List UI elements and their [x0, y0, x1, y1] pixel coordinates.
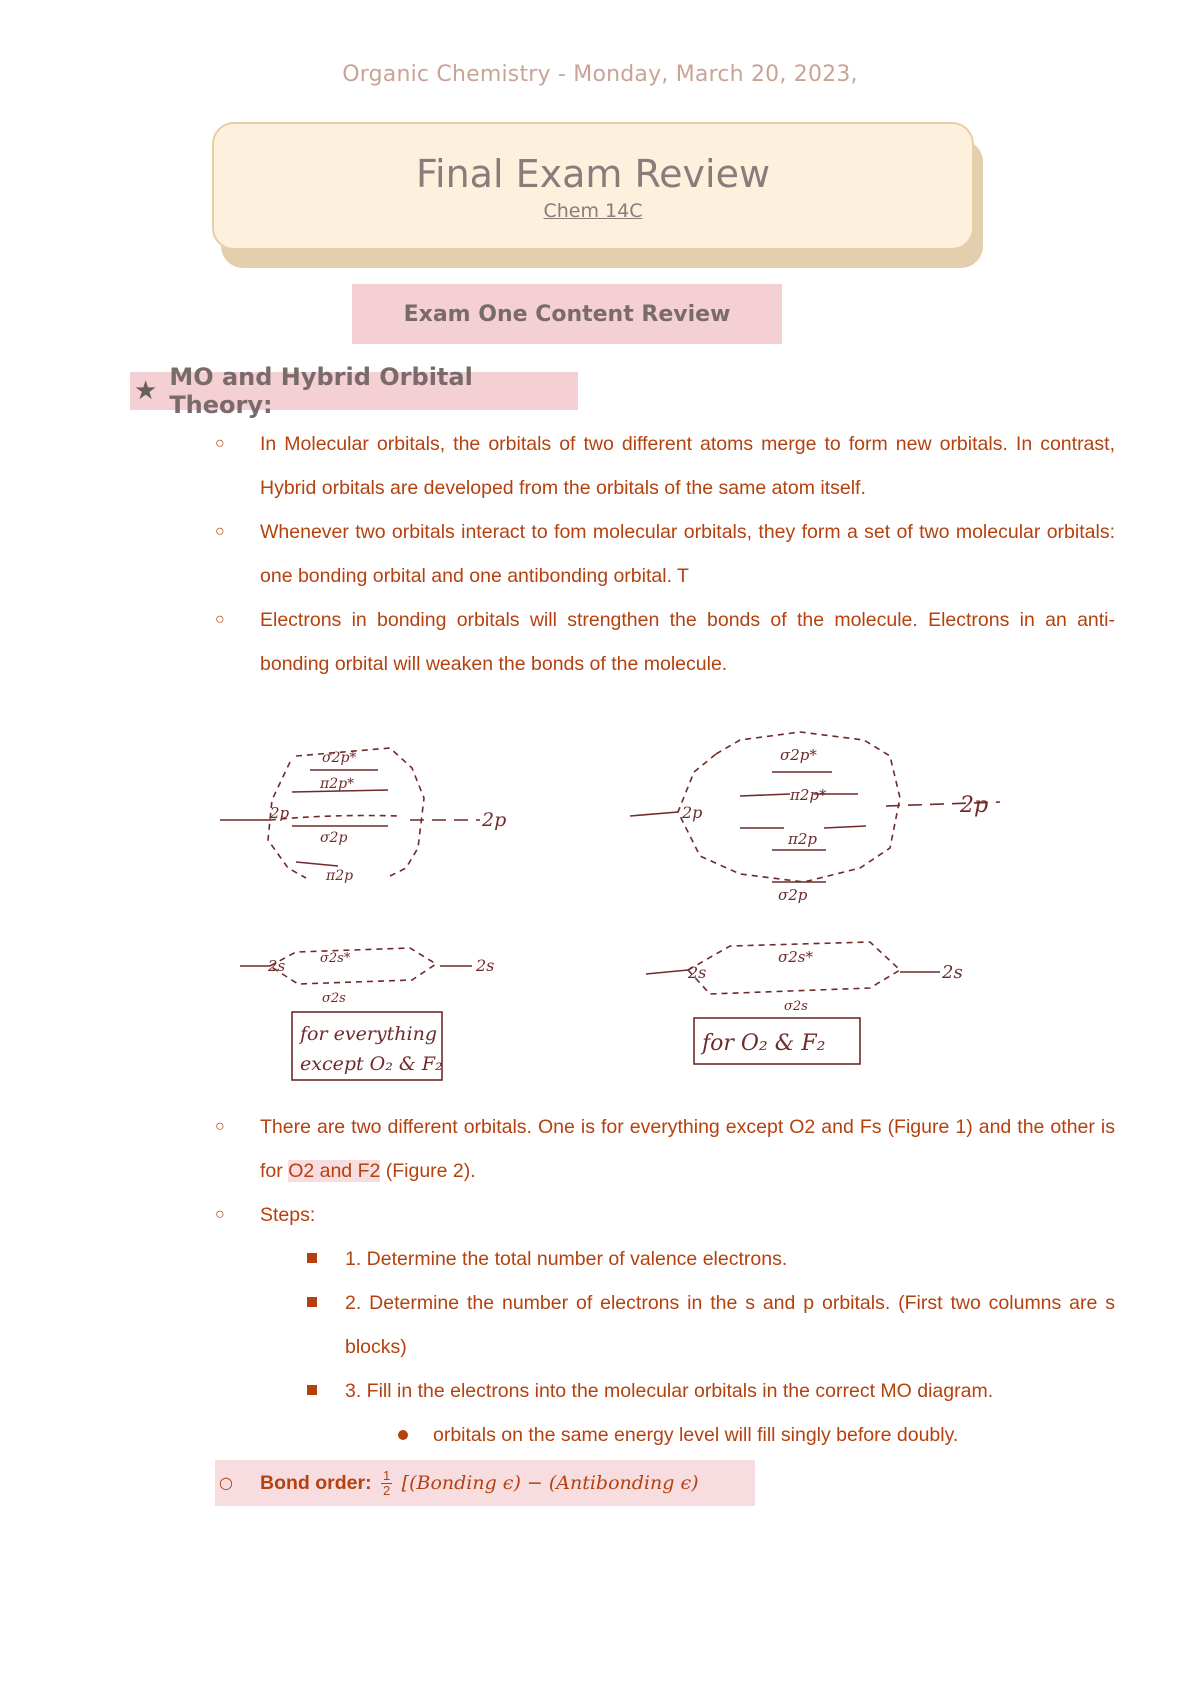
- hollow-bullet-icon: ○: [215, 611, 225, 628]
- filled-dot-bullet-icon: [398, 1430, 408, 1440]
- fig1-caption-line1: for everything: [300, 1023, 437, 1045]
- bullet-text-part1: There are two different orbitals. One is for everything except O2 and Fs (Figure 1) and the other is for: [260, 1116, 1115, 1182]
- hollow-bullet-icon: ○: [215, 1206, 225, 1223]
- fig1-label-sigma2s: σ2s: [322, 991, 346, 1006]
- fig1-label-pi2p: π2p: [326, 868, 354, 884]
- fig2-label-right-2s: 2s: [942, 962, 963, 983]
- fig1-label-left-2s: 2s: [268, 957, 286, 975]
- hollow-bullet-icon: ○: [215, 523, 225, 540]
- star-icon: ★: [134, 376, 158, 406]
- course-date-header: Organic Chemistry - Monday, March 20, 2023,: [342, 62, 858, 87]
- step-item: [215, 1237, 1115, 1281]
- fig2-label-left-2p: 2p: [682, 803, 703, 822]
- bond-order-formula: [215, 1460, 755, 1506]
- sub-step-text: orbitals on the same energy level will fill singly before doubly.: [433, 1424, 959, 1446]
- step-text: 1. Determine the total number of valence electrons.: [345, 1248, 788, 1270]
- fig2-label-pi2p-star: π2p*: [790, 786, 827, 804]
- highlighted-o2-f2: O2 and F2: [288, 1160, 381, 1182]
- fig2-label-left-2s: 2s: [688, 963, 707, 982]
- fig2-label-sigma2p: σ2p: [778, 886, 808, 904]
- topic-heading-text: MO and Hybrid Orbital Theory:: [169, 363, 473, 419]
- fig2-label-sigma2s: σ2s: [784, 999, 808, 1014]
- title-card: [212, 122, 974, 250]
- topic-heading: [130, 363, 578, 419]
- intro-bullet-list: [215, 422, 1115, 686]
- list-item: [215, 422, 1115, 510]
- hollow-bullet-icon: ○: [215, 1118, 225, 1135]
- fig1-label-left-2p: 2p: [270, 804, 290, 822]
- list-item: [215, 598, 1115, 686]
- list-item: [215, 1105, 1115, 1193]
- step-item: [215, 1281, 1115, 1369]
- bullet-text: Electrons in bonding orbitals will strengthen the bonds of the molecule. Electrons in an anti-bonding orbital will weaken the bonds of the molecule.: [260, 609, 1115, 675]
- step-item: [215, 1369, 1115, 1413]
- fig2-caption: for O₂ & F₂: [702, 1031, 826, 1056]
- section-banner: Exam One Content Review: [352, 284, 782, 344]
- bullet-text: Whenever two orbitals interact to fom molecular orbitals, they form a set of two molecular orbitals: one bonding orbital and one antibonding orbital. T: [260, 521, 1115, 587]
- sub-step-item: [215, 1413, 1115, 1457]
- hollow-bullet-icon: ○: [215, 435, 225, 452]
- course-code: Chem 14C: [543, 200, 643, 222]
- bullet-text: In Molecular orbitals, the orbitals of two different atoms merge to form new orbitals. In contrast, Hybrid orbitals are developed from the orbitals of the same atom itself.: [260, 433, 1115, 499]
- mo-diagram-figure: [210, 718, 1010, 1098]
- fig2-label-right-2p: 2p: [960, 793, 989, 818]
- fig1-caption-line2: except O₂ & F₂: [300, 1053, 443, 1075]
- one-half-fraction: [381, 1469, 392, 1498]
- steps-label: Steps:: [260, 1204, 316, 1226]
- fig1-label-pi2p-star: π2p*: [320, 776, 355, 792]
- fig2-label-sigma2s-star: σ2s*: [778, 948, 813, 966]
- fig2-label-pi2p: π2p: [788, 830, 818, 848]
- fig1-label-right-2s: 2s: [476, 956, 495, 975]
- fraction-numerator: 1: [383, 1468, 391, 1484]
- bond-order-expression: [(Bonding ϵ) − (Antibonding ϵ): [401, 1472, 699, 1494]
- fig1-2p-diagram: [220, 748, 480, 878]
- list-item: [215, 1193, 1115, 1237]
- list-item: [215, 510, 1115, 598]
- document-title: Final Exam Review: [415, 152, 771, 196]
- square-bullet-icon: [307, 1253, 317, 1263]
- figure-notes-list: [215, 1105, 1115, 1457]
- fig1-label-sigma2p: σ2p: [320, 830, 348, 846]
- fig1-label-sigma2p-star: σ2p*: [322, 750, 357, 766]
- fig1-label-right-2p: 2p: [482, 809, 507, 831]
- hollow-bullet-icon: ○: [219, 1473, 233, 1492]
- step-text: 3. Fill in the electrons into the molecular orbitals in the correct MO diagram.: [345, 1380, 994, 1402]
- fraction-denominator: 2: [383, 1483, 391, 1499]
- square-bullet-icon: [307, 1385, 317, 1395]
- step-text: 2. Determine the number of electrons in the s and p orbitals. (First two columns are s blocks): [345, 1292, 1115, 1358]
- bond-order-label: Bond order:: [260, 1472, 372, 1494]
- square-bullet-icon: [307, 1297, 317, 1307]
- fig1-label-sigma2s-star: σ2s*: [320, 951, 351, 966]
- fig2-label-sigma2p-star: σ2p*: [780, 746, 817, 764]
- bullet-text-part2: (Figure 2).: [380, 1160, 476, 1182]
